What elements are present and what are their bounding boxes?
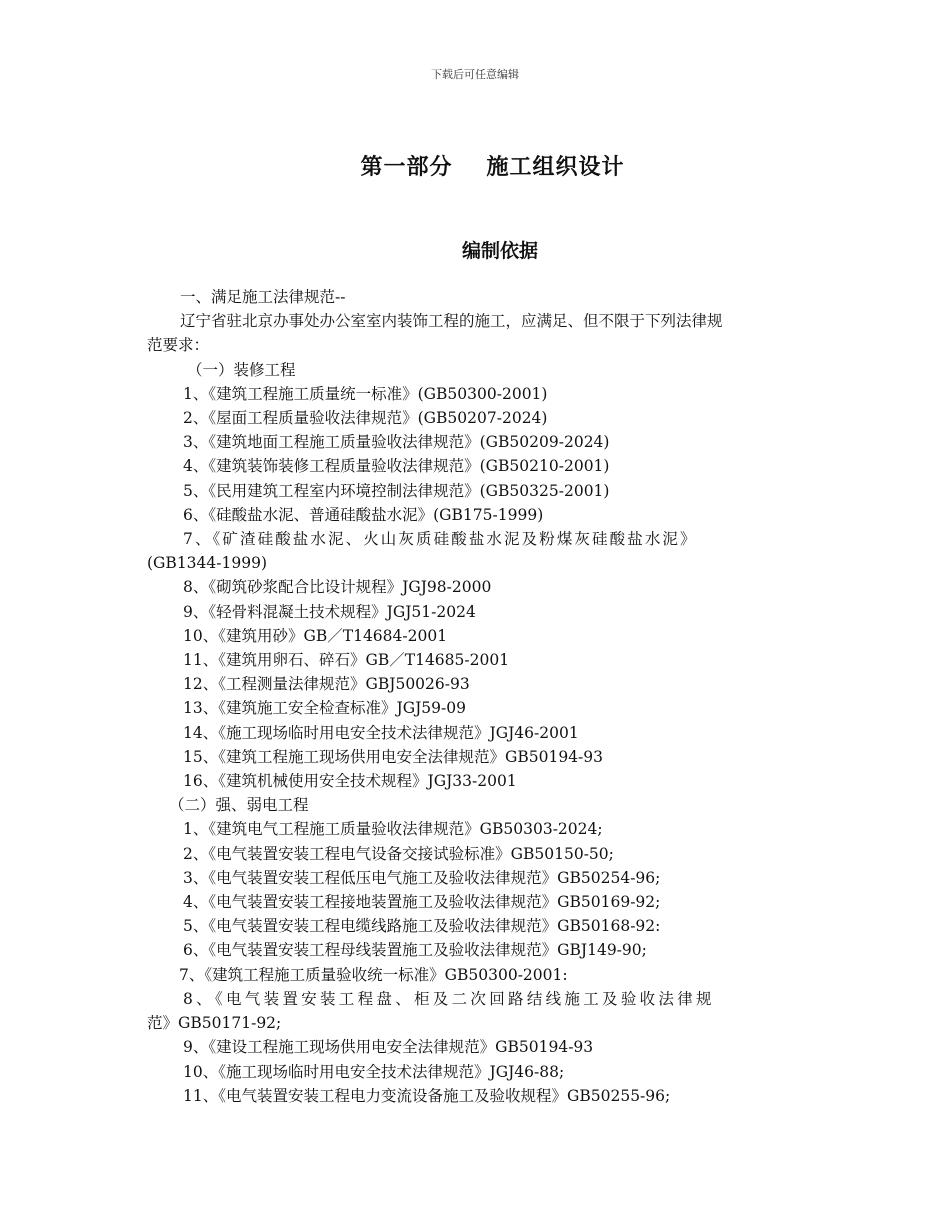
list-item: 11、《电气装置安装工程电力变流设备施工及验收规程》GB50255-96; [183, 1086, 671, 1105]
intro-paragraph-line-2: 范要求： [147, 336, 210, 355]
list-item: 10、《建筑用砂》GB／T14684-2001 [183, 626, 448, 645]
document-title [0, 150, 950, 181]
list-item: 6、《电气装置安装工程母线装置施工及验收法律规范》GBJ149-90; [183, 941, 647, 960]
list-item: 4、《建筑装饰装修工程质量验收法律规范》(GB50210-2001) [183, 457, 610, 476]
list-item: 1、《建筑电气工程施工质量验收法律规范》GB50303-2024; [183, 820, 603, 839]
list-item-wrapped-line-2: (GB1344-1999) [147, 554, 267, 573]
list-item: 3、《电气装置安装工程低压电气施工及验收法律规范》GB50254-96; [183, 868, 661, 887]
list-item: 3、《建筑地面工程施工质量验收法律规范》(GB50209-2024) [183, 433, 610, 452]
list-item: 10、《施工现场临时用电安全技术法律规范》JGJ46-88; [183, 1062, 565, 1081]
list-item: 13、《建筑施工安全检查标准》JGJ59-09 [183, 699, 466, 718]
list-item: 15、《建筑工程施工现场供用电安全法律规范》GB50194-93 [183, 747, 604, 766]
header-note: 下载后可任意编辑 [431, 68, 519, 81]
section-heading-electrical: （二）强、弱电工程 [169, 796, 309, 815]
list-item-wrapped-line-1: 7、《矿渣硅酸盐水泥、火山灰质硅酸盐水泥及粉煤灰硅酸盐水泥》 [183, 530, 698, 549]
list-item: 8、《砌筑砂浆配合比设计规程》JGJ98-2000 [183, 578, 492, 597]
list-item: 2、《电气装置安装工程电气设备交接试验标准》GB50150-50; [183, 844, 614, 863]
list-item: 12、《工程测量法律规范》GBJ50026-93 [183, 675, 470, 694]
title-name: 施工组织设计 [486, 155, 625, 180]
intro-paragraph-line-1: 辽宁省驻北京办事处办公室室内装饰工程的施工，应满足、但不限于下列法律规 [180, 312, 723, 331]
list-item: 7、《建筑工程施工质量验收统一标准》GB50300-2001: [179, 965, 568, 984]
list-item-wrapped-line-1: 8、《电气装置安装工程盘、柜及二次回路结线施工及验收法律规 [183, 989, 715, 1008]
title-part: 第一部分 [360, 155, 453, 180]
list-item: 1、《建筑工程施工质量统一标准》(GB50300-2001) [183, 384, 548, 403]
list-item: 5、《民用建筑工程室内环境控制法律规范》(GB50325-2001) [183, 481, 610, 500]
list-item: 4、《电气装置安装工程接地装置施工及验收法律规范》GB50169-92; [183, 893, 661, 912]
list-item: 9、《建设工程施工现场供用电安全法律规范》GB50194-93 [183, 1038, 594, 1057]
list-item: 9、《轻骨料混凝土技术规程》JGJ51-2024 [183, 602, 476, 621]
document-body [147, 285, 847, 1108]
list-item-wrapped-line-2: 范》GB50171-92; [147, 1014, 282, 1033]
list-item: 5、《电气装置安装工程电缆线路施工及验收法律规范》GB50168-92: [183, 917, 661, 936]
section-heading-decoration: （一）装修工程 [187, 360, 296, 379]
list-item: 14、《施工现场临时用电安全技术法律规范》JGJ46-2001 [183, 723, 579, 742]
intro-heading: 一、满足施工法律规范-- [180, 288, 346, 306]
list-item: 16、《建筑机械使用安全技术规程》JGJ33-2001 [183, 772, 517, 791]
list-item: 11、《建筑用卵石、碎石》GB／T14685-2001 [183, 651, 510, 670]
list-item: 6、《硅酸盐水泥、普通硅酸盐水泥》(GB175-1999) [183, 505, 544, 524]
list-item: 2、《屋面工程质量验收法律规范》(GB50207-2024) [183, 409, 548, 428]
section-title: 编制依据 [461, 240, 538, 262]
